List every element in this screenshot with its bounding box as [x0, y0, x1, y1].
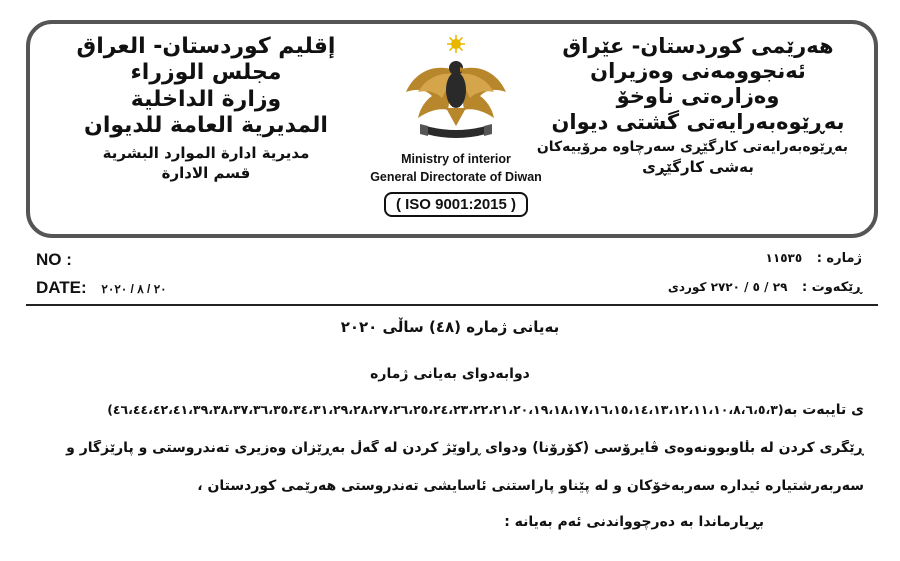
- body-line-1: [44, 402, 864, 418]
- date-field: [36, 278, 167, 298]
- body-line-4: بڕیارماندا بە دەرچوواندنی ئەم بەیانە :: [504, 514, 764, 530]
- body-line-2: ڕێگری كردن لە بڵاوبوونەوەی ڤایرۆسی (كۆرۆنا) ودوای ڕاوێژ كردن لە گەڵ بەڕێزان وەزیری تەندروستی و پارێزگار و: [66, 440, 864, 456]
- arabic-region-line: إقليم كوردستان- العراق: [76, 34, 336, 59]
- kurdish-hr-line: بەڕێوەبەرایەتی كارگێڕی سەرچاوە مرۆییەكان: [536, 138, 848, 155]
- arabic-directorate-line: المديرية العامة للديوان: [84, 113, 328, 139]
- kurdish-letterhead: [536, 34, 848, 176]
- arabic-ministry-line: وزارة الداخلية: [130, 86, 282, 112]
- center-emblem-block: [366, 30, 546, 217]
- kurdish-date-field: [668, 280, 862, 295]
- kurdish-ministry-line: وەزارەتی ناوخۆ: [616, 84, 780, 109]
- kurdish-section-line: بەشی كارگێڕی: [642, 157, 754, 176]
- date-value: ٢٠ / ٨ / ٢٠٢٠: [101, 282, 167, 296]
- kurdistan-eagle-emblem-icon: [396, 30, 516, 150]
- statement-subtitle: دوابەدوای بەیانی ژمارە: [370, 366, 530, 382]
- arabic-hr-line: مديرية ادارة الموارد البشرية: [102, 143, 310, 162]
- arabic-council-line: مجلس الوزراء: [130, 60, 282, 86]
- number-field: [766, 251, 862, 266]
- letterhead-frame: [26, 20, 878, 238]
- body-line-3: سەربەرشتیارە ئیدارە سەربەخۆكان و لە پێناو پاراستنی ئاسایشی تەندروستی هەرێمی كوردستان ،: [197, 478, 864, 494]
- kurdish-directorate-line: بەڕێوەبەرایەتی گشتی دیوان: [551, 109, 845, 134]
- kurdish-date-value: ٢٩ / ٥ / ٢٧٢٠ كوردی: [667, 280, 788, 294]
- kurdish-region-line: هەرێمی كوردستان- عێراق: [562, 34, 834, 58]
- number-value: ١١٥٣٥: [765, 251, 803, 265]
- english-ministry-line: Ministry of interior: [401, 152, 511, 166]
- no-label: NO :: [36, 250, 72, 269]
- arabic-section-line: قسم الادارة: [161, 163, 251, 182]
- statement-title: بەیانی ژمارە (٤٨) ساڵی ٢٠٢٠: [340, 318, 560, 336]
- number-label: ژمارە :: [816, 251, 862, 266]
- header-divider: [26, 304, 878, 306]
- arabic-letterhead: [56, 34, 356, 182]
- kurdish-council-line: ئەنجوومەنی وەزیران: [590, 59, 806, 84]
- iso-badge: ( ISO 9001:2015 ): [384, 192, 528, 217]
- date-label: DATE:: [36, 278, 87, 297]
- english-directorate-line: General Directorate of Diwan: [370, 170, 542, 185]
- body-line-1-tail: ی تایبەت بە: [783, 402, 864, 418]
- body-line-1-numbers: (٤٦،٤٤،٤٢،٤١،٣٩،٣٨،٣٧،٣٦،٣٥،٣٤،٣١،٢٩،٢٨،٢٧،٢٦،٢٥،٢٤،٢٣،٢٢،٢١،٢٠،١٩،١٨،١٧،١٦،١٥،١٤،١٣،١٢،١١،١٠،٨،٦،٥،٣): [107, 402, 784, 417]
- kurdish-date-label: ڕێكەوت :: [801, 280, 862, 295]
- no-field: [36, 250, 72, 270]
